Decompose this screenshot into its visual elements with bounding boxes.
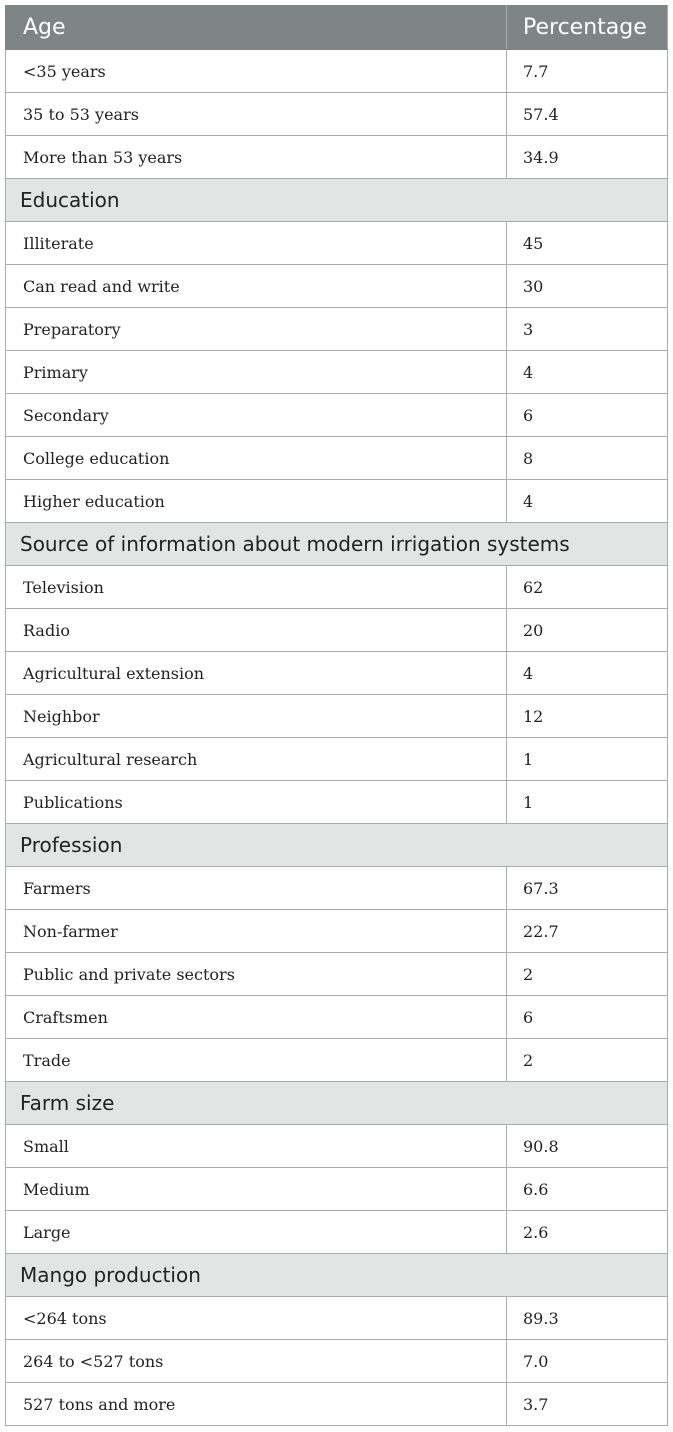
row-label: Publications bbox=[6, 781, 507, 824]
row-label: Preparatory bbox=[6, 308, 507, 351]
row-percentage: 57.4 bbox=[507, 93, 668, 136]
row-label: Neighbor bbox=[6, 695, 507, 738]
row-label: 264 to <527 tons bbox=[6, 1340, 507, 1383]
header-age: Age bbox=[6, 6, 507, 50]
row-label: 35 to 53 years bbox=[6, 93, 507, 136]
row-label: Radio bbox=[6, 609, 507, 652]
row-label: Farmers bbox=[6, 867, 507, 910]
row-label: <35 years bbox=[6, 50, 507, 93]
row-percentage: 2.6 bbox=[507, 1211, 668, 1254]
table-row bbox=[6, 480, 668, 523]
row-label: More than 53 years bbox=[6, 136, 507, 179]
row-label: Secondary bbox=[6, 394, 507, 437]
table-header bbox=[6, 6, 668, 50]
row-label: College education bbox=[6, 437, 507, 480]
table-row bbox=[6, 867, 668, 910]
row-label: Agricultural research bbox=[6, 738, 507, 781]
row-percentage: 6.6 bbox=[507, 1168, 668, 1211]
row-percentage: 20 bbox=[507, 609, 668, 652]
table-row bbox=[6, 351, 668, 394]
table-row bbox=[6, 910, 668, 953]
table-row bbox=[6, 1340, 668, 1383]
table-row bbox=[6, 1297, 668, 1340]
header-percentage: Percentage bbox=[507, 6, 668, 50]
row-percentage: 3.7 bbox=[507, 1383, 668, 1426]
row-label: Public and private sectors bbox=[6, 953, 507, 996]
row-label: <264 tons bbox=[6, 1297, 507, 1340]
row-percentage: 1 bbox=[507, 781, 668, 824]
row-percentage: 6 bbox=[507, 394, 668, 437]
row-percentage: 90.8 bbox=[507, 1125, 668, 1168]
table-row bbox=[6, 136, 668, 179]
row-percentage: 67.3 bbox=[507, 867, 668, 910]
row-percentage: 30 bbox=[507, 265, 668, 308]
section-row bbox=[6, 179, 668, 222]
table-row bbox=[6, 437, 668, 480]
row-percentage: 6 bbox=[507, 996, 668, 1039]
section-heading: Education bbox=[6, 179, 668, 222]
header-row bbox=[6, 6, 668, 50]
row-label: Craftsmen bbox=[6, 996, 507, 1039]
row-percentage: 8 bbox=[507, 437, 668, 480]
table-row bbox=[6, 566, 668, 609]
row-label: Higher education bbox=[6, 480, 507, 523]
row-label: Non-farmer bbox=[6, 910, 507, 953]
table-body bbox=[6, 50, 668, 1426]
table-row bbox=[6, 308, 668, 351]
row-percentage: 12 bbox=[507, 695, 668, 738]
row-percentage: 2 bbox=[507, 953, 668, 996]
table-row bbox=[6, 1211, 668, 1254]
table-row bbox=[6, 265, 668, 308]
row-percentage: 4 bbox=[507, 351, 668, 394]
table-row bbox=[6, 222, 668, 265]
table-row bbox=[6, 996, 668, 1039]
data-table bbox=[5, 5, 668, 1426]
section-heading: Profession bbox=[6, 824, 668, 867]
row-label: 527 tons and more bbox=[6, 1383, 507, 1426]
section-row bbox=[6, 1082, 668, 1125]
row-label: Television bbox=[6, 566, 507, 609]
section-heading: Mango production bbox=[6, 1254, 668, 1297]
row-label: Medium bbox=[6, 1168, 507, 1211]
table-row bbox=[6, 652, 668, 695]
table-row bbox=[6, 394, 668, 437]
table-row bbox=[6, 695, 668, 738]
row-label: Illiterate bbox=[6, 222, 507, 265]
row-percentage: 89.3 bbox=[507, 1297, 668, 1340]
table-row bbox=[6, 1168, 668, 1211]
row-label: Agricultural extension bbox=[6, 652, 507, 695]
table-row bbox=[6, 50, 668, 93]
table-row bbox=[6, 1383, 668, 1426]
row-percentage: 4 bbox=[507, 652, 668, 695]
row-percentage: 2 bbox=[507, 1039, 668, 1082]
table-row bbox=[6, 609, 668, 652]
row-label: Can read and write bbox=[6, 265, 507, 308]
section-row bbox=[6, 1254, 668, 1297]
row-percentage: 22.7 bbox=[507, 910, 668, 953]
row-percentage: 7.7 bbox=[507, 50, 668, 93]
row-percentage: 3 bbox=[507, 308, 668, 351]
row-percentage: 62 bbox=[507, 566, 668, 609]
row-label: Large bbox=[6, 1211, 507, 1254]
table-row bbox=[6, 738, 668, 781]
table-row bbox=[6, 953, 668, 996]
table-row bbox=[6, 93, 668, 136]
section-heading: Source of information about modern irrigation systems bbox=[6, 523, 668, 566]
row-percentage: 7.0 bbox=[507, 1340, 668, 1383]
row-percentage: 34.9 bbox=[507, 136, 668, 179]
row-label: Small bbox=[6, 1125, 507, 1168]
table-row bbox=[6, 781, 668, 824]
row-percentage: 45 bbox=[507, 222, 668, 265]
section-heading: Farm size bbox=[6, 1082, 668, 1125]
row-percentage: 1 bbox=[507, 738, 668, 781]
table-row bbox=[6, 1039, 668, 1082]
section-row bbox=[6, 523, 668, 566]
row-percentage: 4 bbox=[507, 480, 668, 523]
row-label: Primary bbox=[6, 351, 507, 394]
row-label: Trade bbox=[6, 1039, 507, 1082]
table-row bbox=[6, 1125, 668, 1168]
section-row bbox=[6, 824, 668, 867]
